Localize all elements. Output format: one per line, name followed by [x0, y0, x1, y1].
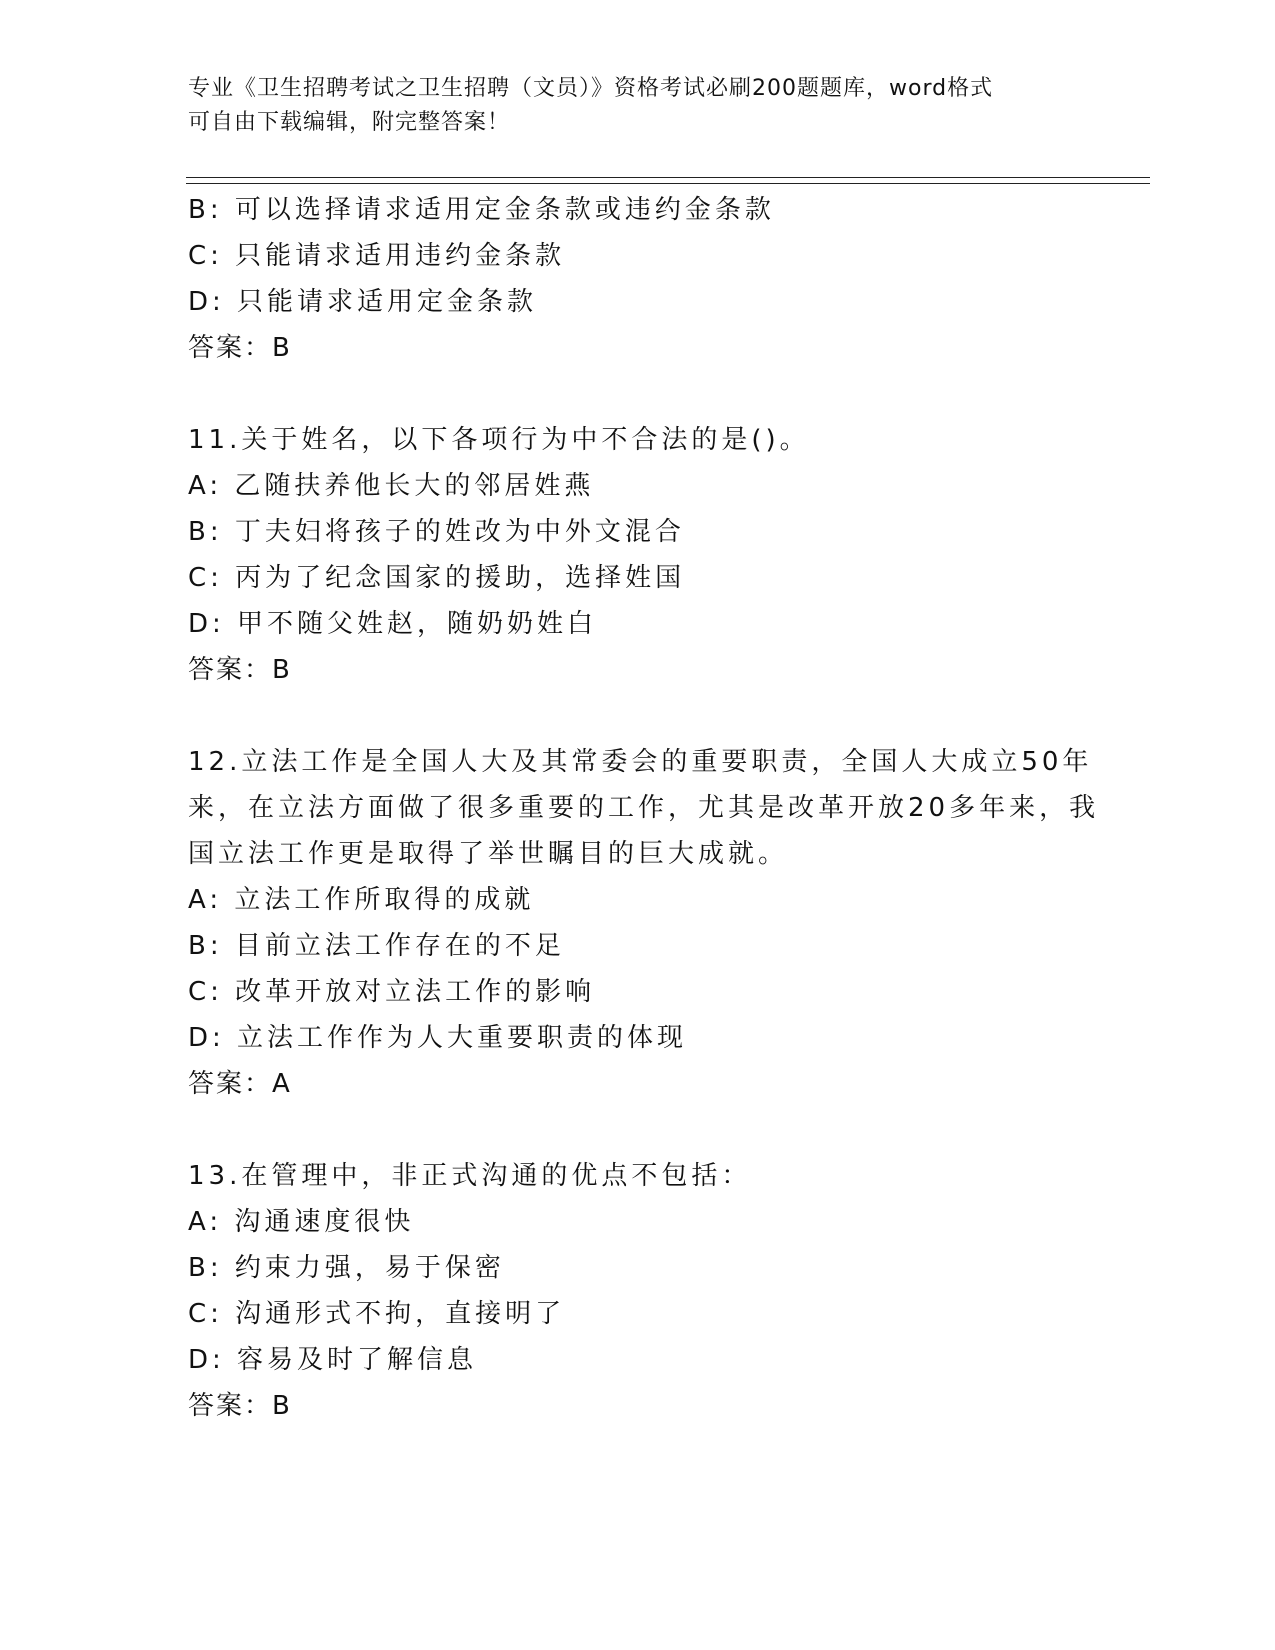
option-d: D: 立法工作作为人大重要职责的体现 [188, 1023, 688, 1053]
option-a: A: 沟通速度很快 [188, 1207, 415, 1237]
option-c: C: 改革开放对立法工作的影响 [188, 977, 596, 1007]
question-stem: 来，在立法方面做了很多重要的工作，尤其是改革开放20多年来，我 [188, 793, 1100, 823]
questions-body [188, 187, 1100, 1429]
option-b: B: 可以选择请求适用定金条款或违约金条款 [188, 195, 775, 225]
question-stem: 国立法工作更是取得了举世瞩目的巨大成就。 [188, 839, 789, 869]
question-stem: 11.关于姓名，以下各项行为中不合法的是()。 [188, 425, 810, 455]
header-line-2: 可自由下载编辑，附完整答案！ [188, 110, 511, 135]
spacer [188, 1107, 1088, 1153]
answer: 答案：A [188, 1069, 292, 1099]
document-header [188, 72, 1088, 140]
option-b: B: 丁夫妇将孩子的姓改为中外文混合 [188, 517, 685, 547]
option-c: C: 只能请求适用违约金条款 [188, 241, 566, 271]
spacer [188, 693, 1088, 739]
question-13 [188, 1153, 1088, 1429]
option-c: C: 丙为了纪念国家的援助，选择姓国 [188, 563, 686, 593]
option-a: A: 立法工作所取得的成就 [188, 885, 535, 915]
option-b: B: 目前立法工作存在的不足 [188, 931, 565, 961]
option-d: D: 只能请求适用定金条款 [188, 287, 538, 317]
answer: 答案：B [188, 1391, 292, 1421]
question-12 [188, 739, 1100, 1107]
option-a: A: 乙随扶养他长大的邻居姓燕 [188, 471, 595, 501]
question-11 [188, 417, 1088, 693]
question-10-tail [188, 187, 1088, 371]
header-rule-top [186, 177, 1150, 178]
option-b: B: 约束力强，易于保密 [188, 1253, 505, 1283]
option-d: D: 容易及时了解信息 [188, 1345, 478, 1375]
spacer [188, 371, 1088, 417]
option-c: C: 沟通形式不拘，直接明了 [188, 1299, 566, 1329]
header-rule-bottom [186, 183, 1150, 184]
answer: 答案：B [188, 333, 292, 363]
answer: 答案：B [188, 655, 292, 685]
option-d: D: 甲不随父姓赵，随奶奶姓白 [188, 609, 598, 639]
header-line-1: 专业《卫生招聘考试之卫生招聘（文员）》资格考试必刷200题题库，word格式 [188, 76, 994, 101]
question-stem: 13.在管理中，非正式沟通的优点不包括： [188, 1161, 752, 1191]
question-stem: 12.立法工作是全国人大及其常委会的重要职责，全国人大成立50年 [188, 747, 1093, 777]
